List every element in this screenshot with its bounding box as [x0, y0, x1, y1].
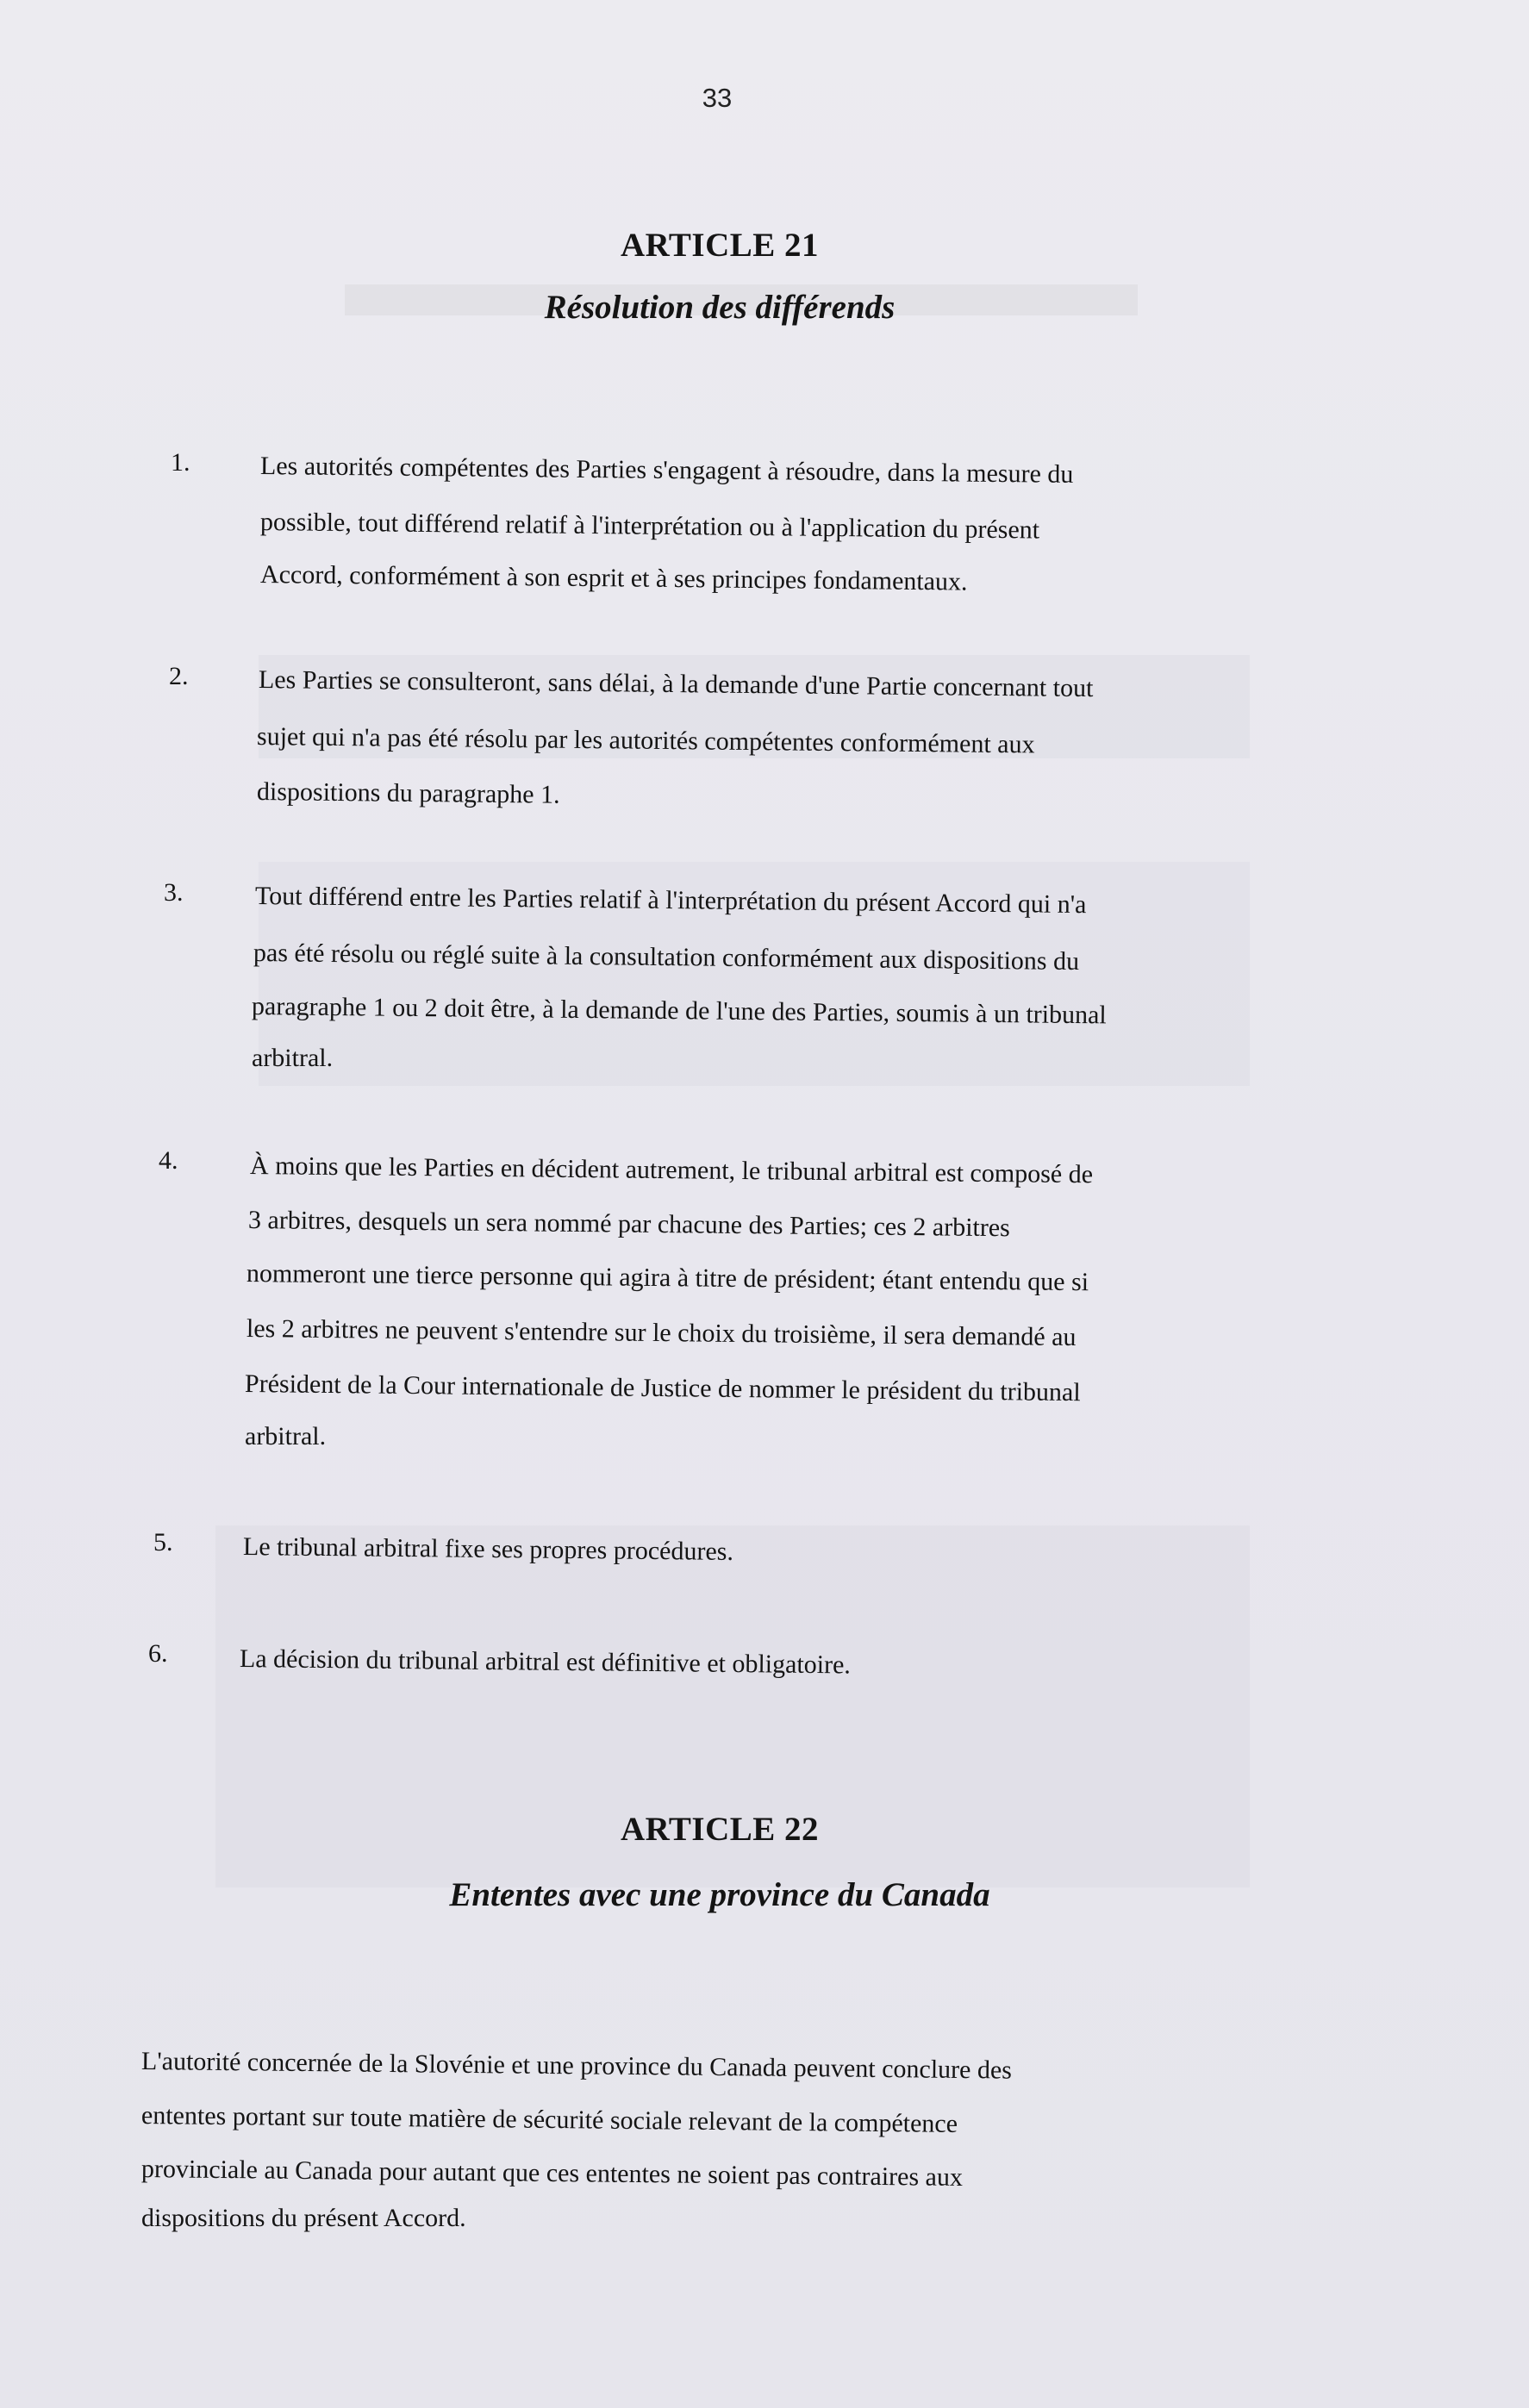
paragraph-2-line-3: dispositions du paragraphe 1. [256, 777, 560, 809]
paragraph-4-line-3: nommeront une tierce personne qui agira à titre de président; étant entendu que si [246, 1259, 1089, 1297]
paragraph-3-line-1: Tout différend entre les Parties relatif à l'interprétation du présent Accord qui n'a [254, 882, 1087, 920]
paragraph-4-line-5: Président de la Cour internationale de Justice de nommer le président du tribunal [244, 1369, 1081, 1407]
paragraph-3-line-4: arbitral. [252, 1044, 334, 1072]
paragraph-3-line-3: paragraphe 1 ou 2 doit être, à la demande de l'une des Parties, soumis à un tribunal [251, 992, 1107, 1030]
paragraph-4-line-2: 3 arbitres, desquels un sera nommé par chacune des Parties; ces 2 arbitres [247, 1206, 1010, 1243]
article-22-line-1: L'autorité concernée de la Slovénie et une province du Canada peuvent conclure des [140, 2047, 1013, 2085]
article-21-subtitle: Résolution des différends [544, 289, 896, 326]
article-22-line-4: dispositions du présent Accord. [141, 2204, 466, 2232]
paragraph-1-line-2: possible, tout différend relatif à l'interprétation ou à l'application du présent [259, 508, 1040, 545]
article-22-line-3: provinciale au Canada pour autant que ces ententes ne soient pas contraires aux [140, 2155, 964, 2192]
paragraph-3-number: 3. [164, 878, 184, 907]
paragraph-4-line-4: les 2 arbitres ne peuvent s'entendre sur le choix du troisième, il sera demandé au [246, 1314, 1077, 1352]
paragraph-6-line-1: La décision du tribunal arbitral est définitive et obligatoire. [239, 1644, 852, 1680]
article-21-heading: ARTICLE 21 [620, 227, 820, 264]
paragraph-5-number: 5. [153, 1528, 173, 1556]
paragraph-4-line-6: arbitral. [245, 1422, 327, 1450]
paragraph-3-line-2: pas été résolu ou réglé suite à la consultation conformément aux dispositions du [253, 939, 1080, 976]
article-22-subtitle: Ententes avec une province du Canada [449, 1876, 990, 1913]
paragraph-2-number: 2. [169, 662, 189, 690]
article-22-line-2: ententes portant sur toute matière de sécurité sociale relevant de la compétence [140, 2101, 958, 2138]
paragraph-1-line-3: Accord, conformément à son esprit et à ses principes fondamentaux. [259, 560, 968, 596]
article-22-heading: ARTICLE 22 [620, 1811, 820, 1848]
paragraph-1-number: 1. [171, 448, 190, 477]
paragraph-2-line-1: Les Parties se consulteront, sans délai, à la demande d'une Partie concernant tout [258, 665, 1094, 703]
paragraph-4-line-1: À moins que les Parties en décident autrement, le tribunal arbitral est composé de [249, 1151, 1094, 1189]
paragraph-1-line-1: Les autorités compétentes des Parties s'engagent à résoudre, dans la mesure du [259, 452, 1074, 489]
paragraph-2-line-2: sujet qui n'a pas été résolu par les autorités compétentes conformément aux [256, 722, 1035, 759]
paragraph-6-number: 6. [148, 1639, 168, 1668]
page-number: 33 [702, 83, 733, 113]
paragraph-4-number: 4. [159, 1146, 178, 1175]
paragraph-5-line-1: Le tribunal arbitral fixe ses propres procédures. [242, 1532, 734, 1566]
